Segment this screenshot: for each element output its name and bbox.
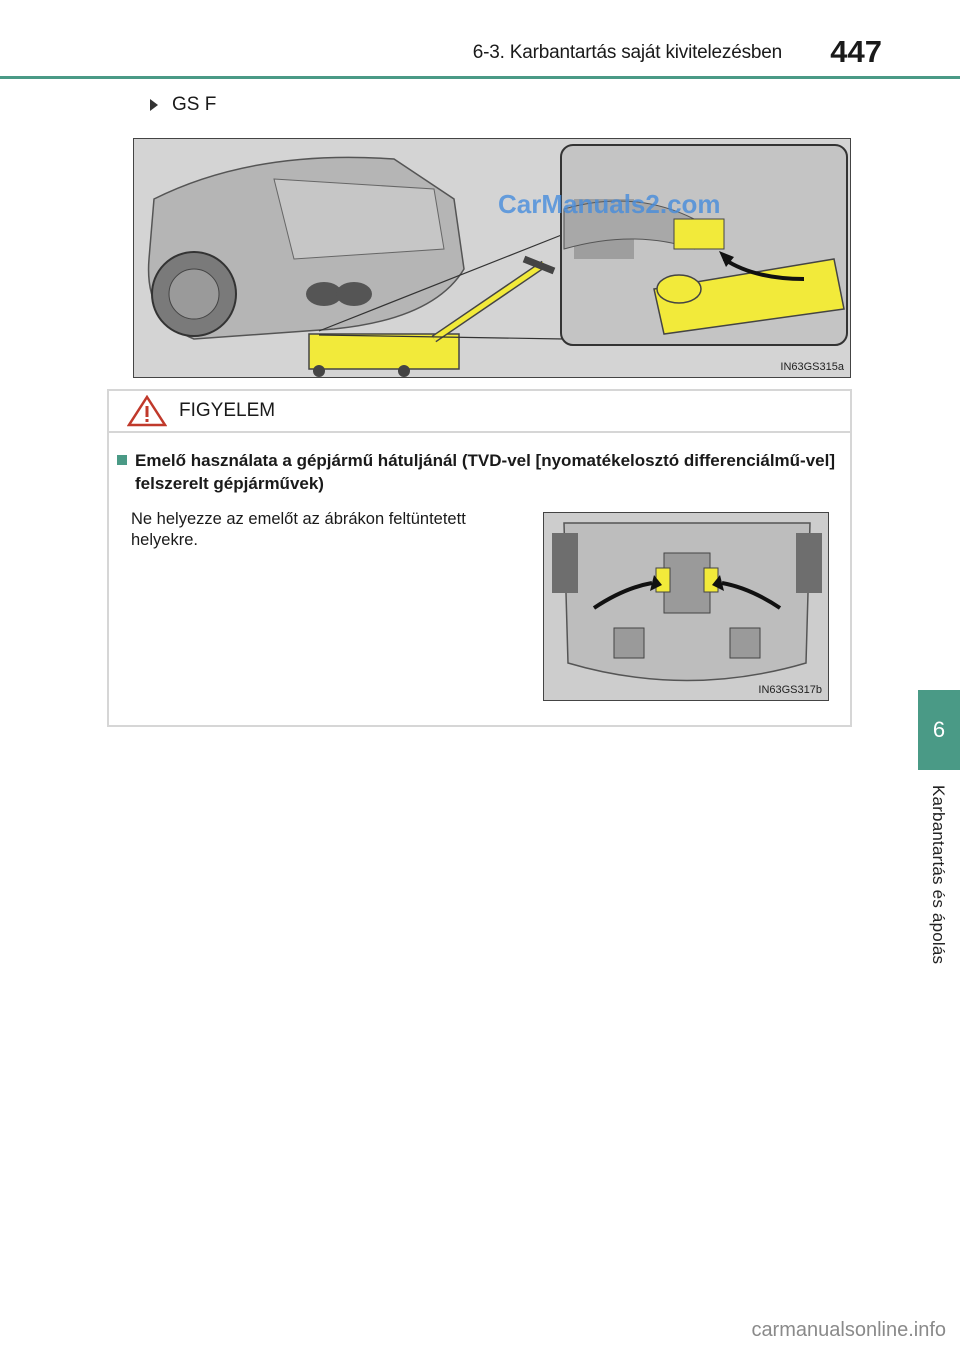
square-bullet-icon [117,455,127,465]
section-heading-label: GS F [172,94,217,115]
warning-box [107,389,852,727]
watermark-text: CarManuals2.com [498,189,721,219]
footer-url: carmanualsonline.info [751,1319,946,1341]
header-rule [0,76,960,79]
jack-position-figure [133,138,851,378]
figure-code: IN63GS315a [780,361,844,373]
chapter-tab: 6 [918,690,960,770]
warning-header [109,391,850,433]
warning-title-text: Emelő használata a gépjármű hátuljánál (TVD-vel [nyomatékelosztó differenciálmű-vel] felszerelt gépjárművek) [135,451,836,493]
page-number: 447 [830,34,882,69]
warning-body: Ne helyezze az emelőt az ábrákon feltüntetett helyekre. [131,510,466,549]
underbody-illustration [544,513,829,701]
underbody-figure [543,512,829,701]
car-rear-jack-illustration [134,139,851,378]
figure-code: IN63GS317b [758,684,822,696]
bullet-triangle-icon [150,99,158,111]
warning-title [117,449,843,495]
warning-label: FIGYELEM [179,400,276,421]
header-title: 6-3. Karbantartás saját kivitelezésben [472,42,782,63]
chapter-label: Karbantartás és ápolás [929,785,948,965]
warning-triangle-icon [127,395,167,427]
section-heading [150,94,216,116]
